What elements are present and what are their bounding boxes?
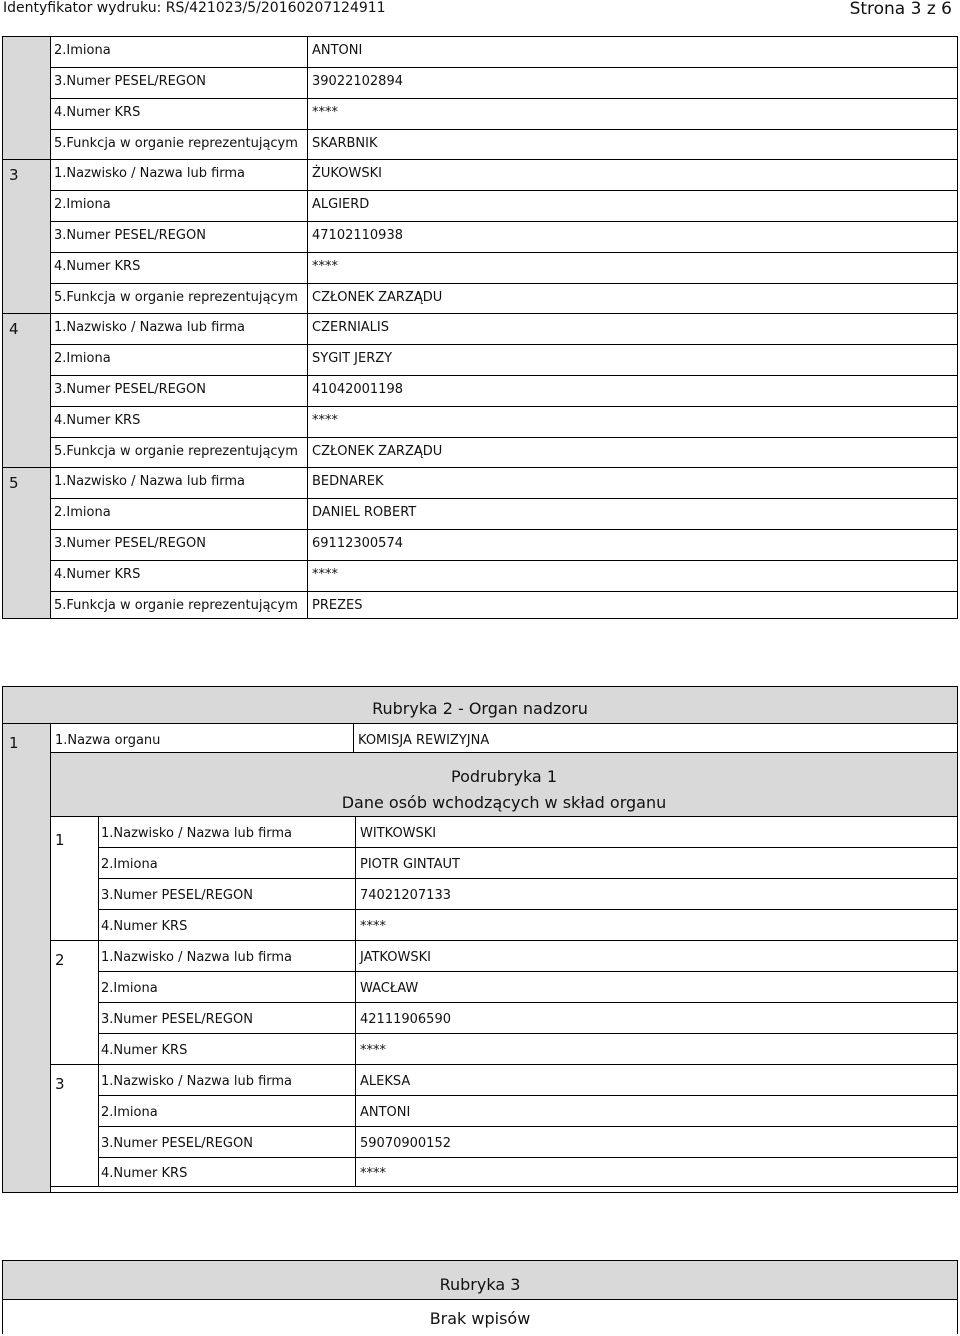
print-identifier: Identyfikator wydruku: RS/421023/5/20160207124911 xyxy=(3,0,386,16)
field-row xyxy=(98,940,958,972)
field-value: BEDNAREK xyxy=(312,474,384,489)
field-label: 5.Funkcja w organie reprezentującym xyxy=(54,444,298,459)
field-label: 1.Nazwisko / Nazwa lub firma xyxy=(101,950,293,965)
field-value: CZERNIALIS xyxy=(312,320,390,335)
field-row xyxy=(50,36,958,68)
field-row xyxy=(50,437,958,468)
field-value: **** xyxy=(360,1043,386,1058)
field-label: 4.Numer KRS xyxy=(101,1166,188,1181)
field-label: 1.Nazwisko / Nazwa lub firma xyxy=(54,320,246,335)
field-value: **** xyxy=(312,567,338,582)
field-label: 5.Funkcja w organie reprezentującym xyxy=(54,290,298,305)
field-row xyxy=(50,723,958,753)
person-index-cell xyxy=(2,36,51,160)
field-label: 3.Numer PESEL/REGON xyxy=(101,1136,253,1151)
field-value: **** xyxy=(360,919,386,934)
field-row xyxy=(50,159,958,191)
field-label: 4.Numer KRS xyxy=(101,1043,188,1058)
section-bottom-border xyxy=(50,1186,958,1193)
field-row xyxy=(50,529,958,561)
field-value: 39022102894 xyxy=(312,74,403,89)
section-title-bar xyxy=(2,686,958,724)
person-index-cell xyxy=(2,159,51,314)
field-value: ALGIERD xyxy=(312,197,370,212)
field-value: WITKOWSKI xyxy=(360,826,437,841)
field-value: ALEKSA xyxy=(360,1074,411,1089)
member-number: 3 xyxy=(55,1075,65,1093)
field-label: 2.Imiona xyxy=(101,1105,158,1120)
field-value: SYGIT JERZY xyxy=(312,351,393,366)
field-value: DANIEL ROBERT xyxy=(312,505,417,520)
field-label: 2.Imiona xyxy=(54,351,111,366)
field-value: CZŁONEK ZARZĄDU xyxy=(312,444,443,459)
field-label: 2.Imiona xyxy=(101,857,158,872)
field-label: 1.Nazwisko / Nazwa lub firma xyxy=(101,1074,293,1089)
field-label: 2.Imiona xyxy=(54,43,111,58)
field-label: 1.Nazwisko / Nazwa lub firma xyxy=(54,166,246,181)
person-number: 4 xyxy=(9,320,19,338)
member-index-cell xyxy=(50,1064,99,1187)
field-row xyxy=(50,221,958,253)
field-value: **** xyxy=(360,1166,386,1181)
field-label: 5.Funkcja w organie reprezentującym xyxy=(54,136,298,151)
field-label: 1.Nazwisko / Nazwa lub firma xyxy=(54,474,246,489)
field-value: 59070900152 xyxy=(360,1136,451,1151)
field-row xyxy=(98,878,958,910)
member-number: 2 xyxy=(55,951,65,969)
field-value: WACŁAW xyxy=(360,981,419,996)
field-value: 42111906590 xyxy=(360,1012,451,1027)
field-label: 2.Imiona xyxy=(54,197,111,212)
empty-text: Brak wpisów xyxy=(429,1309,531,1328)
field-value: CZŁONEK ZARZĄDU xyxy=(312,290,443,305)
person-index-cell xyxy=(2,313,51,468)
field-value: **** xyxy=(312,413,338,428)
field-row xyxy=(50,560,958,592)
field-row xyxy=(98,1002,958,1034)
field-row xyxy=(50,67,958,99)
field-label: 4.Numer KRS xyxy=(54,413,141,428)
field-row xyxy=(50,375,958,407)
field-value: **** xyxy=(312,105,338,120)
field-row xyxy=(50,190,958,222)
field-label: 4.Numer KRS xyxy=(54,105,141,120)
print-header xyxy=(0,0,960,20)
subsection-title: Podrubryka 1 xyxy=(451,767,557,786)
field-label: 3.Numer PESEL/REGON xyxy=(54,536,206,551)
field-label: 4.Numer KRS xyxy=(54,567,141,582)
section-title: Rubryka 2 - Organ nadzoru xyxy=(372,699,588,718)
field-value: JATKOWSKI xyxy=(360,950,431,965)
field-label: 3.Numer PESEL/REGON xyxy=(101,1012,253,1027)
field-row xyxy=(98,909,958,941)
person-index-cell xyxy=(2,467,51,619)
field-row xyxy=(50,498,958,530)
field-row xyxy=(98,971,958,1003)
field-row xyxy=(50,591,958,619)
field-value: 74021207133 xyxy=(360,888,451,903)
field-label: 1.Nazwisko / Nazwa lub firma xyxy=(101,826,293,841)
field-label: 2.Imiona xyxy=(101,981,158,996)
person-number: 3 xyxy=(9,166,19,184)
field-value: **** xyxy=(312,259,338,274)
page-number: Strona 3 z 6 xyxy=(849,0,952,19)
field-row xyxy=(98,847,958,879)
field-row xyxy=(50,283,958,314)
field-row xyxy=(50,129,958,160)
field-label: 5.Funkcja w organie reprezentującym xyxy=(54,598,298,613)
field-label: 4.Numer KRS xyxy=(101,919,188,934)
field-value: 69112300574 xyxy=(312,536,403,551)
field-row xyxy=(98,816,958,848)
field-label: 2.Imiona xyxy=(54,505,111,520)
field-row xyxy=(98,1157,958,1187)
field-value: KOMISJA REWIZYJNA xyxy=(358,733,490,748)
organ-number: 1 xyxy=(9,734,19,752)
person-number: 5 xyxy=(9,474,19,492)
subsection-title-bar xyxy=(50,752,958,817)
section-title: Rubryka 3 xyxy=(439,1275,521,1294)
field-value: PREZES xyxy=(312,598,363,613)
section-title-bar xyxy=(2,1260,958,1334)
field-label: 3.Numer PESEL/REGON xyxy=(54,74,206,89)
field-row xyxy=(50,313,958,345)
field-row xyxy=(50,344,958,376)
field-label: 3.Numer PESEL/REGON xyxy=(54,228,206,243)
field-value: ANTONI xyxy=(360,1105,411,1120)
field-value: 41042001198 xyxy=(312,382,403,397)
field-value: SKARBNIK xyxy=(312,136,378,151)
field-row xyxy=(98,1064,958,1096)
member-index-cell xyxy=(50,816,99,941)
field-row xyxy=(50,467,958,499)
field-value: ŻUKOWSKI xyxy=(312,166,382,181)
field-label: 3.Numer PESEL/REGON xyxy=(101,888,253,903)
member-index-cell xyxy=(50,940,99,1065)
field-label: 1.Nazwa organu xyxy=(55,733,161,748)
subsection-subtitle: Dane osób wchodzących w skład organu xyxy=(341,793,667,812)
empty-row xyxy=(3,1299,957,1336)
field-row xyxy=(50,406,958,438)
field-value: PIOTR GINTAUT xyxy=(360,857,460,872)
member-number: 1 xyxy=(55,831,65,849)
organ-index-cell xyxy=(2,723,51,1193)
field-row xyxy=(98,1095,958,1127)
field-row xyxy=(98,1126,958,1158)
field-row xyxy=(50,252,958,284)
field-label: 4.Numer KRS xyxy=(54,259,141,274)
field-row xyxy=(98,1033,958,1065)
field-label: 3.Numer PESEL/REGON xyxy=(54,382,206,397)
field-row xyxy=(50,98,958,130)
field-value: ANTONI xyxy=(312,43,363,58)
field-value: 47102110938 xyxy=(312,228,403,243)
